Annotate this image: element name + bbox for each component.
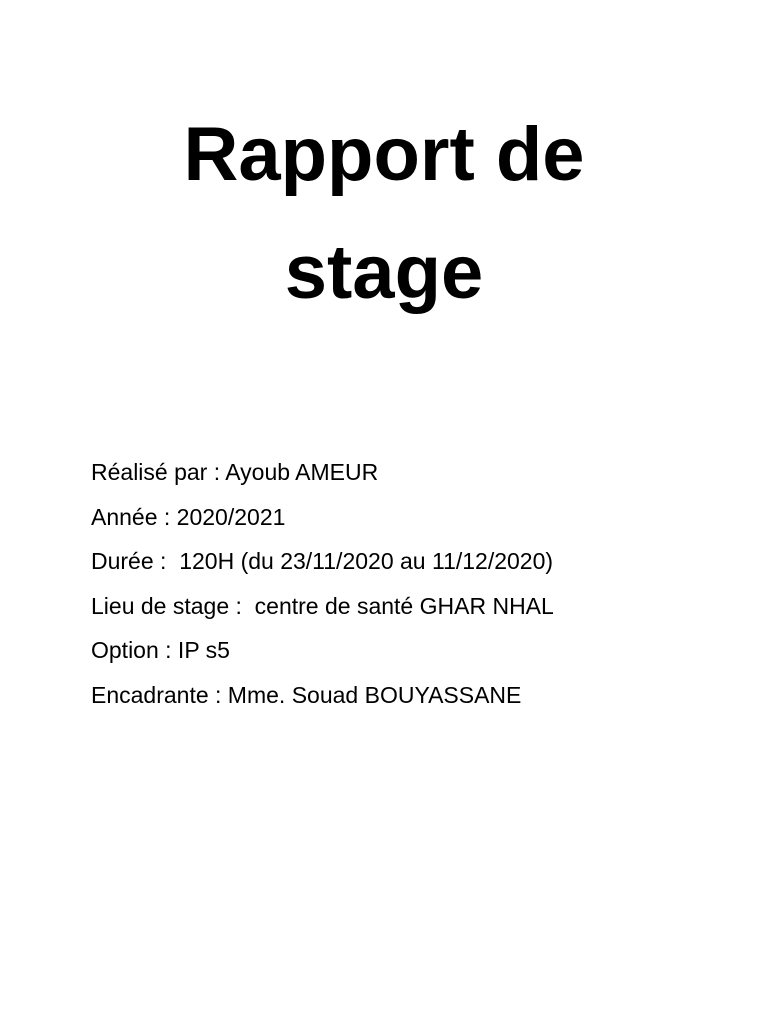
title-line-2: stage — [284, 230, 484, 315]
detail-year: Année : 2020/2021 — [91, 503, 286, 530]
detail-duration: Durée : 120H (du 23/11/2020 au 11/12/2020) — [91, 548, 554, 574]
detail-location: Lieu de stage : centre de santé GHAR NHAL — [91, 592, 554, 619]
details-list — [91, 450, 731, 717]
title-line-1: Rapport de — [183, 112, 585, 197]
detail-author: Réalisé par : Ayoub AMEUR — [91, 459, 379, 485]
document-title — [0, 96, 768, 332]
detail-option: Option : IP s5 — [91, 637, 230, 663]
detail-supervisor: Encadrante : Mme. Souad BOUYASSANE — [91, 681, 522, 708]
